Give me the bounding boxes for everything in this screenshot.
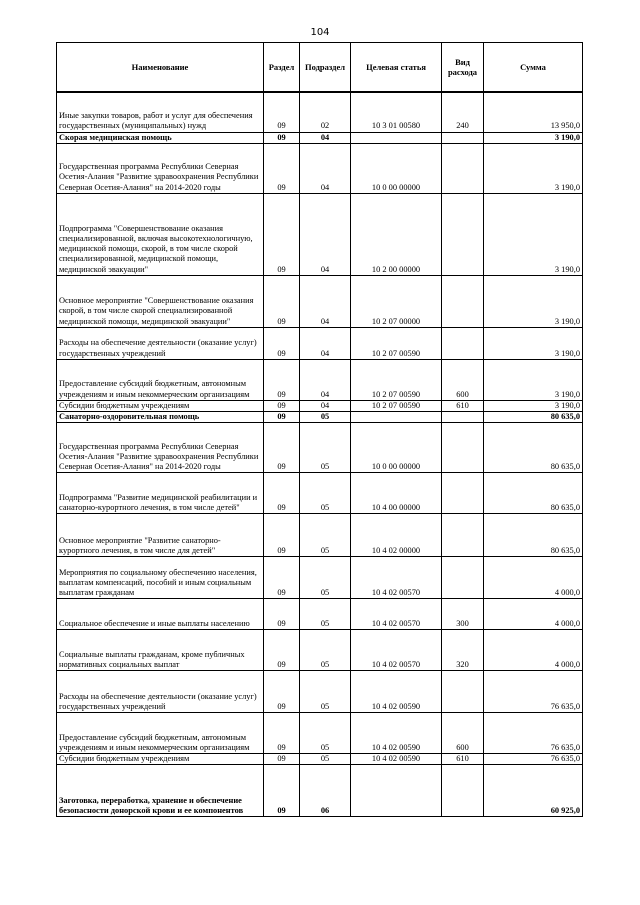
table-row xyxy=(57,514,583,557)
cell-sum: 80 635,0 xyxy=(484,514,583,557)
cell-target xyxy=(351,132,442,143)
cell-sum: 76 635,0 xyxy=(484,713,583,754)
cell-expense-type xyxy=(442,423,484,473)
cell-expense-type xyxy=(442,765,484,817)
cell-target: 10 4 02 00570 xyxy=(351,557,442,599)
cell-subsection: 04 xyxy=(300,327,351,359)
cell-subsection: 05 xyxy=(300,671,351,713)
cell-target: 10 4 02 00570 xyxy=(351,599,442,630)
header-section: Раздел xyxy=(264,43,300,93)
cell-subsection: 05 xyxy=(300,557,351,599)
cell-target: 10 4 02 00590 xyxy=(351,713,442,754)
cell-name: Расходы на обеспечение деятельности (оказание услуг) государственных учреждений xyxy=(57,671,264,713)
table-row xyxy=(57,132,583,143)
cell-subsection: 04 xyxy=(300,143,351,193)
cell-subsection: 05 xyxy=(300,630,351,671)
table-row xyxy=(57,671,583,713)
cell-expense-type xyxy=(442,411,484,422)
cell-subsection: 05 xyxy=(300,411,351,422)
cell-target xyxy=(351,411,442,422)
cell-name: Основное мероприятие "Совершенствование оказания скорой, в том числе скорой специализированной медицинской помощи, медицинской эвакуации" xyxy=(57,275,264,327)
cell-subsection: 04 xyxy=(300,400,351,411)
cell-target: 10 2 00 00000 xyxy=(351,193,442,275)
header-subsection: Подраздел xyxy=(300,43,351,93)
cell-subsection: 05 xyxy=(300,473,351,514)
table-row xyxy=(57,92,583,132)
cell-sum: 3 190,0 xyxy=(484,143,583,193)
cell-target: 10 2 07 00590 xyxy=(351,400,442,411)
cell-expense-type xyxy=(442,514,484,557)
cell-target: 10 4 02 00000 xyxy=(351,514,442,557)
cell-name: Предоставление субсидий бюджетным, автономным учреждениям и иным некоммерческим организациям xyxy=(57,359,264,400)
table-row xyxy=(57,423,583,473)
cell-expense-type: 240 xyxy=(442,92,484,132)
cell-section: 09 xyxy=(264,193,300,275)
cell-target: 10 0 00 00000 xyxy=(351,143,442,193)
cell-section: 09 xyxy=(264,754,300,765)
table-row xyxy=(57,193,583,275)
header-expense-type: Вид расхода xyxy=(442,43,484,93)
cell-sum: 60 925,0 xyxy=(484,765,583,817)
cell-name: Государственная программа Республики Северная Осетия-Алания "Развитие здравоохранения Республики Северная Осетия-Алания" на 2014-2020 годы xyxy=(57,423,264,473)
cell-subsection: 04 xyxy=(300,193,351,275)
cell-sum: 76 635,0 xyxy=(484,671,583,713)
cell-name: Подпрограмма "Совершенствование оказания специализированной, включая высокотехнологичную, медицинской помощи, скорой, в том числе скорой специализированной, медицинской помощи, медицинской эвакуации" xyxy=(57,193,264,275)
cell-name: Мероприятия по социальному обеспечению населения, выплатам компенсаций, пособий и иным социальным выплатам гражданам xyxy=(57,557,264,599)
cell-sum: 3 190,0 xyxy=(484,400,583,411)
cell-section: 09 xyxy=(264,599,300,630)
cell-expense-type: 600 xyxy=(442,713,484,754)
cell-expense-type xyxy=(442,275,484,327)
cell-target: 10 4 00 00000 xyxy=(351,473,442,514)
cell-section: 09 xyxy=(264,423,300,473)
cell-target: 10 2 07 00590 xyxy=(351,359,442,400)
cell-sum: 80 635,0 xyxy=(484,411,583,422)
cell-name: Подпрограмма "Развитие медицинской реабилитации и санаторно-курортного лечения, в том числе детей" xyxy=(57,473,264,514)
cell-expense-type xyxy=(442,193,484,275)
cell-section: 09 xyxy=(264,514,300,557)
cell-section: 09 xyxy=(264,327,300,359)
cell-sum: 3 190,0 xyxy=(484,193,583,275)
cell-target: 10 4 02 00590 xyxy=(351,754,442,765)
cell-sum: 3 190,0 xyxy=(484,275,583,327)
cell-sum: 4 000,0 xyxy=(484,599,583,630)
cell-name: Скорая медицинская помощь xyxy=(57,132,264,143)
cell-section: 09 xyxy=(264,411,300,422)
cell-expense-type xyxy=(442,557,484,599)
cell-sum: 13 950,0 xyxy=(484,92,583,132)
table-row xyxy=(57,599,583,630)
cell-subsection: 05 xyxy=(300,713,351,754)
cell-target: 10 0 00 00000 xyxy=(351,423,442,473)
cell-subsection: 05 xyxy=(300,599,351,630)
cell-name: Социальные выплаты гражданам, кроме публичных нормативных социальных выплат xyxy=(57,630,264,671)
cell-section: 09 xyxy=(264,132,300,143)
header-name: Наименование xyxy=(57,43,264,93)
cell-sum: 4 000,0 xyxy=(484,557,583,599)
cell-sum: 80 635,0 xyxy=(484,473,583,514)
cell-sum: 80 635,0 xyxy=(484,423,583,473)
cell-section: 09 xyxy=(264,400,300,411)
cell-subsection: 04 xyxy=(300,359,351,400)
cell-name: Субсидии бюджетным учреждениям xyxy=(57,754,264,765)
cell-expense-type xyxy=(442,473,484,514)
page-number: 104 xyxy=(310,27,330,38)
table-row xyxy=(57,557,583,599)
cell-sum: 3 190,0 xyxy=(484,327,583,359)
cell-subsection: 02 xyxy=(300,92,351,132)
cell-target: 10 4 02 00590 xyxy=(351,671,442,713)
cell-expense-type: 610 xyxy=(442,400,484,411)
cell-expense-type xyxy=(442,671,484,713)
cell-expense-type: 300 xyxy=(442,599,484,630)
cell-name: Расходы на обеспечение деятельности (оказание услуг) государственных учреждений xyxy=(57,327,264,359)
table-row xyxy=(57,765,583,817)
cell-expense-type xyxy=(442,327,484,359)
cell-section: 09 xyxy=(264,713,300,754)
cell-name: Государственная программа Республики Северная Осетия-Алания "Развитие здравоохранения Республики Северная Осетия-Алания" на 2014-2020 годы xyxy=(57,143,264,193)
table-row xyxy=(57,327,583,359)
cell-subsection: 05 xyxy=(300,514,351,557)
cell-name: Иные закупки товаров, работ и услуг для обеспечения государственных (муниципальных) нужд xyxy=(57,92,264,132)
cell-subsection: 06 xyxy=(300,765,351,817)
cell-expense-type xyxy=(442,143,484,193)
cell-subsection: 05 xyxy=(300,423,351,473)
cell-section: 09 xyxy=(264,143,300,193)
table-row xyxy=(57,400,583,411)
cell-name: Социальное обеспечение и иные выплаты населению xyxy=(57,599,264,630)
table-row xyxy=(57,359,583,400)
cell-expense-type: 320 xyxy=(442,630,484,671)
cell-sum: 76 635,0 xyxy=(484,754,583,765)
table-row xyxy=(57,630,583,671)
cell-section: 09 xyxy=(264,473,300,514)
header-sum: Сумма xyxy=(484,43,583,93)
table-row xyxy=(57,754,583,765)
cell-name: Санаторно-оздоровительная помощь xyxy=(57,411,264,422)
cell-target: 10 2 07 00000 xyxy=(351,275,442,327)
table-row xyxy=(57,275,583,327)
cell-name: Субсидии бюджетным учреждениям xyxy=(57,400,264,411)
cell-target xyxy=(351,765,442,817)
cell-name: Заготовка, переработка, хранение и обеспечение безопасности донорской крови и ее компонентов xyxy=(57,765,264,817)
cell-target: 10 2 07 00590 xyxy=(351,327,442,359)
cell-sum: 3 190,0 xyxy=(484,132,583,143)
cell-subsection: 04 xyxy=(300,275,351,327)
cell-name: Предоставление субсидий бюджетным, автономным учреждениям и иным некоммерческим организациям xyxy=(57,713,264,754)
table-row xyxy=(57,411,583,422)
cell-section: 09 xyxy=(264,671,300,713)
cell-target: 10 3 01 00580 xyxy=(351,92,442,132)
budget-table xyxy=(56,42,583,817)
cell-section: 09 xyxy=(264,630,300,671)
table-row xyxy=(57,473,583,514)
cell-expense-type xyxy=(442,132,484,143)
table-row xyxy=(57,713,583,754)
cell-name: Основное мероприятие "Развитие санаторно-курортного лечения, в том числе для детей" xyxy=(57,514,264,557)
cell-section: 09 xyxy=(264,557,300,599)
cell-expense-type: 600 xyxy=(442,359,484,400)
cell-subsection: 04 xyxy=(300,132,351,143)
cell-sum: 4 000,0 xyxy=(484,630,583,671)
cell-expense-type: 610 xyxy=(442,754,484,765)
cell-section: 09 xyxy=(264,275,300,327)
header-target: Целевая статья xyxy=(351,43,442,93)
cell-section: 09 xyxy=(264,92,300,132)
cell-section: 09 xyxy=(264,359,300,400)
cell-subsection: 05 xyxy=(300,754,351,765)
cell-sum: 3 190,0 xyxy=(484,359,583,400)
cell-target: 10 4 02 00570 xyxy=(351,630,442,671)
table-header-row xyxy=(57,43,583,93)
table-row xyxy=(57,143,583,193)
cell-section: 09 xyxy=(264,765,300,817)
